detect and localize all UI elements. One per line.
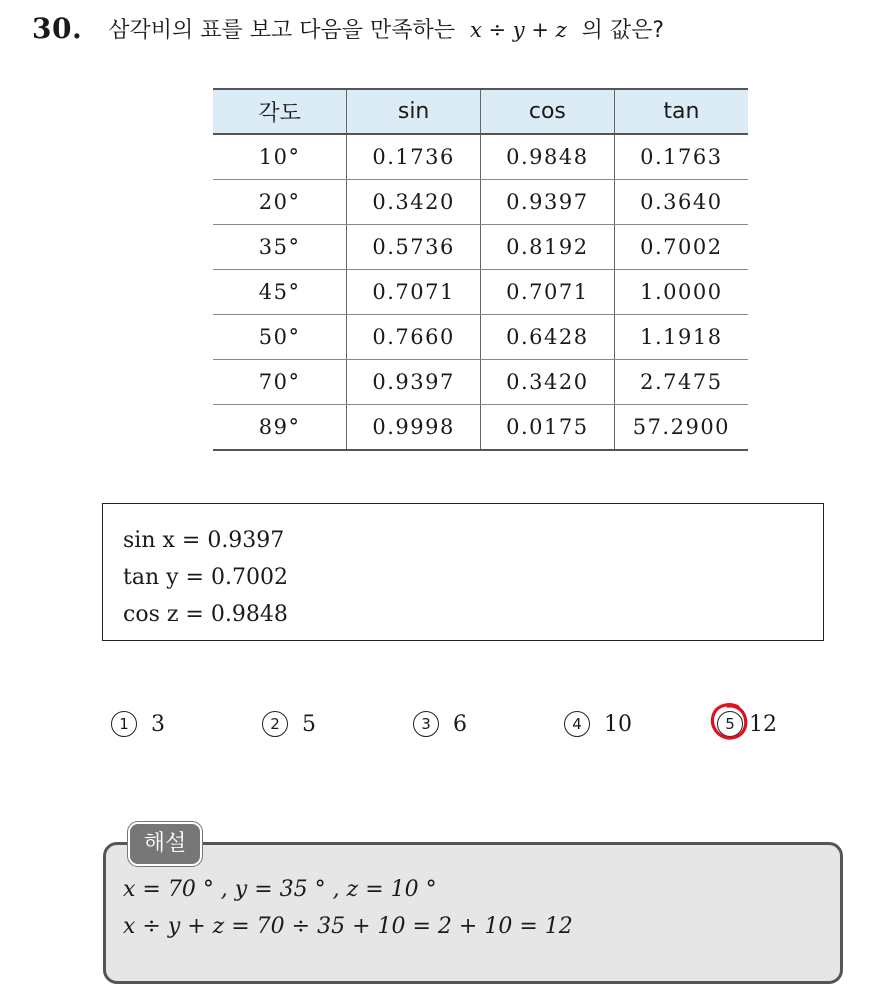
sin-cell: 0.1736 <box>347 134 481 180</box>
answer-choices <box>0 702 884 746</box>
choice-2[interactable] <box>262 702 316 746</box>
solution-line-1: x = 70 ° , y = 35 ° , z = 10 ° <box>123 877 437 902</box>
question-suffix: 의 값은? <box>581 17 665 43</box>
solution-box <box>103 842 843 984</box>
choice-value: 10 <box>604 711 632 737</box>
table-row <box>213 270 748 315</box>
choice-5[interactable] <box>717 702 777 746</box>
question-expression: x ÷ y + z <box>469 17 567 42</box>
trig-ratio-table <box>213 88 748 451</box>
choice-number-icon: 2 <box>262 711 288 737</box>
angle-cell: 70° <box>213 360 347 405</box>
sin-cell: 0.9397 <box>347 360 481 405</box>
angle-cell: 35° <box>213 225 347 270</box>
cos-cell: 0.8192 <box>481 225 615 270</box>
table-header-row <box>213 89 748 134</box>
table-row <box>213 315 748 360</box>
table-row <box>213 405 748 451</box>
angle-cell: 50° <box>213 315 347 360</box>
choice-value: 6 <box>453 711 467 737</box>
solution-tab: 해설 <box>128 822 202 866</box>
condition-tan: tan y = 0.7002 <box>123 565 288 590</box>
angle-cell: 89° <box>213 405 347 451</box>
sin-cell: 0.9998 <box>347 405 481 451</box>
choice-4[interactable] <box>564 702 632 746</box>
cos-cell: 0.6428 <box>481 315 615 360</box>
choice-number-icon: 3 <box>413 711 439 737</box>
table-row <box>213 225 748 270</box>
cos-cell: 0.7071 <box>481 270 615 315</box>
choice-3[interactable] <box>413 702 467 746</box>
tan-cell: 57.2900 <box>614 405 748 451</box>
tan-cell: 0.1763 <box>614 134 748 180</box>
choice-value: 3 <box>151 711 165 737</box>
angle-cell: 45° <box>213 270 347 315</box>
choice-value: 5 <box>302 711 316 737</box>
tan-cell: 1.1918 <box>614 315 748 360</box>
question-header <box>32 8 664 48</box>
choice-1[interactable] <box>111 702 165 746</box>
choice-number-icon: 1 <box>111 711 137 737</box>
cos-cell: 0.9848 <box>481 134 615 180</box>
tan-cell: 1.0000 <box>614 270 748 315</box>
table-row <box>213 180 748 225</box>
header-cos: cos <box>481 89 615 134</box>
tan-cell: 2.7475 <box>614 360 748 405</box>
sin-cell: 0.7071 <box>347 270 481 315</box>
header-sin: sin <box>347 89 481 134</box>
choice-number-icon: 5 <box>717 711 743 737</box>
question-text <box>108 13 664 44</box>
cos-cell: 0.9397 <box>481 180 615 225</box>
tan-cell: 0.3640 <box>614 180 748 225</box>
header-tan: tan <box>614 89 748 134</box>
cos-cell: 0.3420 <box>481 360 615 405</box>
table-row <box>213 134 748 180</box>
question-stem: 삼각비의 표를 보고 다음을 만족하는 <box>108 17 455 43</box>
header-angle: 각도 <box>213 89 347 134</box>
sin-cell: 0.7660 <box>347 315 481 360</box>
angle-cell: 20° <box>213 180 347 225</box>
conditions-box <box>102 503 824 641</box>
tan-cell: 0.7002 <box>614 225 748 270</box>
angle-cell: 10° <box>213 134 347 180</box>
sin-cell: 0.3420 <box>347 180 481 225</box>
table-row <box>213 360 748 405</box>
condition-cos: cos z = 0.9848 <box>123 602 288 627</box>
choice-value: 12 <box>749 711 777 737</box>
question-number: 30. <box>32 11 83 45</box>
cos-cell: 0.0175 <box>481 405 615 451</box>
sin-cell: 0.5736 <box>347 225 481 270</box>
choice-number-icon: 4 <box>564 711 590 737</box>
solution-line-2: x ÷ y + z = 70 ÷ 35 + 10 = 2 + 10 = 12 <box>123 914 573 939</box>
condition-sin: sin x = 0.9397 <box>123 528 285 553</box>
